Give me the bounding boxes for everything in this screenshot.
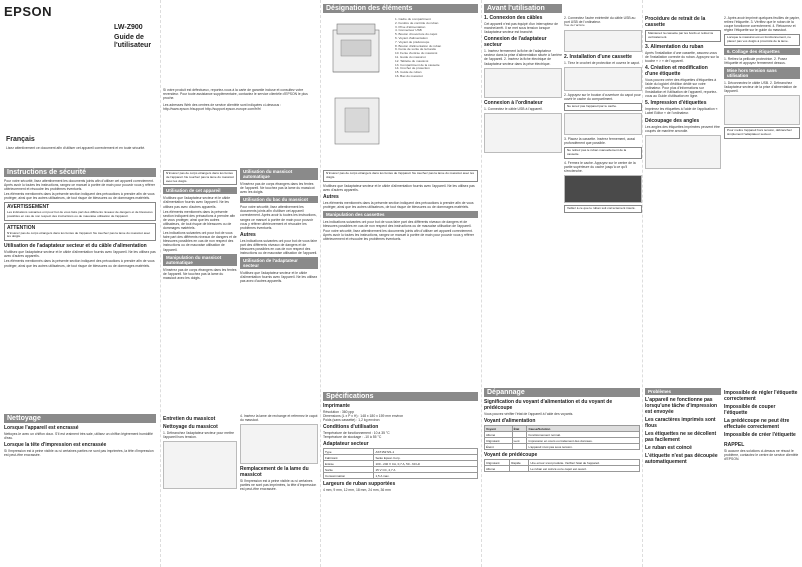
cover-panel [4, 4, 156, 164]
power-off-text: 1. Déconnectez le câble USB. 2. Débranchez l'adaptateur secteur de la prise d'alimentation de l'appareil. [724, 81, 797, 94]
adapter-connect-steps: 1. Insérez fermement la fiche de l'adaptateur secteur dans la prise d'alimentation située à l'arrière de l'appareil. 2. Insérez la fiche électrique de l'adaptateur secteur dans la prise électrique. [484, 49, 562, 66]
table-row: Allumé Fonctionnement normal. [485, 432, 640, 438]
cutter-heading: Manipulation du massicot automatique [163, 254, 237, 266]
problem-item: L'appareil ne fonctionne pas lorsqu'une tâche d'impression est envoyée [645, 397, 718, 415]
step2-2: 2. Appuyez sur le bouton d'ouverture du capot pour ouvrir le cache du compartiment. [564, 93, 641, 102]
adapter-connect-heading: Connexion de l'adaptateur secteur [484, 36, 547, 49]
step5-heading: 5. Impression d'étiquettes [645, 100, 707, 107]
problem-item: Les caractères imprimés sont flous [645, 417, 716, 429]
safety-title: Instructions de sécurité [4, 168, 156, 177]
step1-heading: 1. Connexion des câbles [484, 15, 543, 21]
usage-text: N'utilisez que l'adaptateur secteur et le câble d'alimentation fournis avec l'appareil. Ne les utilisez pas avec d'autres appareils. [163, 196, 231, 209]
problem-item: Impossible de couper l'étiquette [724, 404, 776, 416]
corner-cut-heading: Découpage des angles [645, 117, 700, 124]
step4-text: Vous pouvez créer des étiquettes d'étiquettes à l'aide du logiciel d'édition dédié sur votre ordinateur. Pour plus d'informations sur l'installation et l'utilisation de l'appareil, reportez-vous au Guide d'utilisation en ligne. [645, 77, 718, 99]
other2-heading: Autres [323, 193, 339, 200]
cassette-panel [564, 4, 642, 384]
adapter-safety-heading: Utilisation de l'adaptateur secteur et du câble d'alimentation [4, 243, 147, 250]
problem-item: La prédécoupe ne peut être effectuée correctement [724, 418, 790, 430]
adapter-figure [484, 68, 562, 98]
problems-panel-2 [724, 388, 800, 564]
case-dirty-text: Nettoyez-le avec un chiffon doux. S'il est vraiment très sale, utilisez un chiffon légèrement humidifié d'eau. [4, 432, 153, 441]
step6-text: 1. Retirez la pellicule protectrice. 2. Posez l'étiquette et appuyez fermement dessus. [724, 56, 788, 66]
usb-figure [484, 113, 562, 153]
tape-handling-text: Les indications suivantes ont pour but de vous faire part des différents niveaux de dangers et de blessures possibles en cas de non respect des instructions ou de mauvaise utilisation de l'appareil. [323, 219, 472, 229]
parts-list [395, 18, 475, 79]
indicator-text: Vous pouvez vérifier l'état de l'appareil à l'aide des voyants. [484, 412, 574, 416]
table-row: Allumé Le ruban est coincé ou le capot est ouvert. [485, 466, 640, 472]
table-header: Voyant État Cause/Solution [485, 426, 640, 432]
widths-text: 4 mm, 9 mm, 12 mm, 18 mm, 24 mm, 36 mm [323, 488, 391, 493]
replace-blade-heading: Remplacement de la lame du massicot [240, 466, 309, 479]
printer-rear-illustration [327, 88, 389, 158]
cutter-clean-figure [163, 441, 237, 489]
autocutter-text: N'insérez pas de corps étrangers dans les fentes de l'appareil. Ne touchez pas la lame du massicot avec les doigts. [240, 182, 315, 195]
adapter2-text: N'utilisez que l'adaptateur secteur et le câble d'alimentation fournis avec l'appareil. Ne les utilisez pas avec d'autres appareils. [240, 271, 318, 284]
adapter-safety-text: N'utilisez que l'adaptateur secteur et le câble d'alimentation fournis avec l'appareil. Ne les utilisez pas avec d'autres appareils. [4, 250, 156, 259]
specs-panel [323, 392, 478, 564]
cutter-clean-heading: Nettoyage du massicot [163, 424, 218, 430]
table-row: Consommation 1,5 A max. [324, 473, 478, 479]
specs-title: Spécifications [323, 392, 478, 401]
tape-heading: Manipulation des cassettes [323, 211, 478, 218]
step3-heading: 3. Alimentation du ruban [645, 43, 704, 50]
close-cover-figure [564, 175, 642, 203]
other-text: Les indications suivantes ont pour but de vous faire part des différents niveaux de dangers et de blessures possibles en cas de non respect des instructions ou de mauvaise utilisation de l'appareil. [240, 238, 318, 256]
part-item: 3. Prise d'alimentation [395, 24, 426, 29]
cutter-replace-step: 4. Insérez la lame de rechange et refermez le capot du massicot. [240, 414, 318, 423]
safety-para2: Les éléments mentionnés dans la présente section indiquent des précautions à prendre afin de vous protéger, ainsi que les autres utilisateurs, de tout risque de blessures ou de dommages matériels. [4, 192, 155, 201]
cleaning-col3 [240, 414, 318, 564]
tape-handling-text2: Pour votre sécurité, lisez attentivement les documents joints afin d'utiliser cet appareil correctement. Après avoir lu toutes les instructions, rangez ce manuel à portée de main pour pouvoir vous y référer ultérieurement et résoudre les problèmes éventuels. [323, 229, 474, 242]
table-row: Clignotant Lent Impression en cours ou traitement des données. [485, 438, 640, 444]
problem-item: Le ruban est coincé [645, 445, 692, 451]
pc-connect-step2: 2. Connectez l'autre extrémité du câble USB au port USB de l'ordinateur. [564, 16, 636, 25]
cassette-figure [564, 113, 642, 135]
pc-connect-step: 1. Connectez le câble USB à l'appareil. [484, 106, 543, 111]
step3-text: Après l'installation d'une cassette, assurez-vous de l'installation correcte du ruban. Appuyez sur la touche « > » de l'appareil. [645, 50, 719, 63]
step5-text: Imprimez les étiquettes à l'aide de l'application « Label Editor » de l'ordinateur. [645, 107, 718, 116]
step6-heading: 6. Collage des étiquettes [724, 48, 800, 55]
support-sites: Les adresses Web des centres de service clientèle sont indiquées ci-dessous : http://www.epson.fr/support http://support.epson-europe.com/fr/fr/ [163, 103, 282, 112]
step1-note: Cet appareil n'est pas équipé d'un interrupteur de marche/arrêt. Il se met sous tension lorsque l'adaptateur secteur est branché. [484, 22, 559, 35]
collect-note: Lorsque le massicot est en fonctionnement, ne placez pas vos doigts à proximité de la lame. [724, 34, 800, 46]
adapter-spec-heading: Adaptateur secteur [323, 441, 369, 448]
other2-text: Les éléments mentionnés dans la présente section indiquent des précautions à prendre afin de vous protéger, ainsi que les autres utilisateurs, de tout risque de blessures ou de dommages matériels. [323, 200, 474, 209]
step2-heading: 2. Installation d'une cassette [564, 53, 632, 60]
warning-box [4, 202, 156, 220]
part-item: 9. Fente de sortie de la bande [395, 47, 437, 52]
part-item: 13. Compartiment de la cassette [395, 62, 440, 67]
printer-spec-heading: Imprimante [323, 403, 350, 409]
cut-led-table [484, 459, 640, 472]
power-off-figure [724, 95, 800, 125]
pc-connect-heading: Connexion à l'ordinateur [484, 99, 543, 106]
replace-blade-text: Si l'impression est à peine visible ou si certaines parties ne sont pas imprimées, la tête d'impression est peut-être encrassée. [240, 479, 317, 492]
table-row: Éteint L'appareil n'est pas sous tension. [485, 444, 640, 450]
support-panel [163, 4, 316, 164]
rear-view-figure [564, 30, 642, 52]
problems-panel [645, 388, 721, 564]
cutter-text: N'insérez pas de corps étrangers dans les fentes de l'appareil. Ne touchez pas la lame du massicot avec les doigts. [163, 267, 237, 280]
step2-warn: Ne retirez pas le ruban manuellement de la cassette. [564, 147, 642, 159]
cutter-tray-text: Pour votre sécurité, lisez attentivement les documents joints afin d'utiliser cet appareil correctement. Après avoir lu toutes les instructions, rangez ce manuel à portée de main pour pouvoir vous y référer ultérieurement et résoudre les problèmes éventuels. [240, 205, 317, 230]
adapter2-heading: Utilisation de l'adaptateur secteur [240, 257, 318, 269]
cover-intro: Lisez attentivement ce document afin d'utiliser cet appareil correctement et en toute sécurité. [6, 146, 146, 150]
temp-store-spec: Température de stockage : -10 à 55 °C [323, 435, 382, 440]
safety-intro: Pour votre sécurité, lisez attentivement les documents joints afin d'utiliser cet appareil correctement. Après avoir lu toutes les instructions, rangez ce manuel à portée de main pour pouvoir vous y référer ultérieurement et résoudre les problèmes éventuels. [4, 179, 155, 192]
head-dirty-text: Si l'impression est à peine visible ou si certaines parties ne sont pas imprimées, la tête d'impression est peut-être encrassée. [4, 449, 154, 458]
remove-cassette-text: Maintenez la cassette par les bords et retirez-la verticalement. [645, 30, 721, 42]
collect-steps: 2. Après avoir imprimé quelques feuilles de papier, retirez l'étiquette. 3. Vérifiez que le ruban de la coupe fonctionne correctement. 4. Retournez et réglez l'étiquette sur le guide du massicot. [724, 16, 800, 33]
weight-spec: Poids (sans cassette) : 1,2 kg environ [323, 418, 380, 423]
open-cover-figure [564, 67, 642, 91]
usage-text3: Les indications suivantes ont pour but de vous faire part des différents niveaux de dangers et de blessures possibles en cas de non respect des instructions ou de mauvaise utilisation de l'appareil. [163, 231, 237, 252]
safety-col3 [240, 168, 318, 408]
part-item: 10. Fente d'entrée du massicot [395, 51, 438, 56]
part-item: 16. Bac du massicot [395, 73, 423, 78]
language-label: Français [6, 136, 35, 143]
conditions-heading: Conditions d'utilisation [323, 424, 379, 431]
safety-para-repeat: Les éléments mentionnés dans la présente section indiquent des précautions à prendre afin de vous protéger, ainsi que les autres utilisateurs, de tout risque de blessures ou de dommages matériels. [4, 259, 155, 268]
epson-logo: EPSON [4, 4, 53, 19]
designation-panel [323, 4, 478, 164]
cleaning-col2 [163, 414, 237, 564]
remove-cassette-heading: Procédure de retrait de la cassette [645, 16, 706, 28]
part-item: 7. Voyant de prédécoupe [395, 39, 430, 44]
step2-caution: Veillez à ce que le ruban soit correctement inséré. [564, 205, 642, 213]
guide-title: Guide de l'utilisateur [114, 34, 152, 49]
step2-1: 1. Tirez le crochet de protection et ouvrez le capot. [564, 60, 640, 65]
problem-item: Les étiquettes ne se décollent pas facilement [645, 431, 717, 443]
part-item: 11. Guide du massicot [395, 54, 426, 59]
cutter-tray-heading: Utilisation du bac du massicot [240, 196, 318, 203]
part-item: 4. Connecteur USB [395, 28, 422, 33]
caution-text: N'insérez pas de corps étrangers dans les fentes de l'appareil. Ne touchez pas la lame du massicot avec les doigts. [7, 230, 151, 239]
safety-col2 [163, 168, 237, 408]
designation-title: Désignation des éléments [323, 4, 478, 13]
temp-op-spec: Température de fonctionnement : 10 à 35 °C [323, 431, 390, 436]
size-spec: Dimensions (L x P x H) : 148 x 180 x 159 mm environ [323, 414, 404, 419]
table-row: Entrée 100 - 240 V CA, 0,7 A, 50 - 60 Hz [324, 461, 478, 467]
table-row: Clignotant Rapide Une erreur s'est produite. Vérifiez l'état de l'appareil. [485, 460, 640, 466]
problem-item: Impossible de créer l'étiquette [724, 432, 796, 438]
tape-text: N'utilisez que l'adaptateur secteur et le câble d'alimentation fournis avec l'appareil. Ne les utilisez pas avec d'autres appareils. [323, 183, 475, 192]
led-table [484, 425, 640, 450]
table-row: Sortie 15 V CC, 2,7 A [324, 467, 478, 473]
tape-note: N'insérez pas de corps étrangers dans les fentes de l'appareil. Ne touchez pas la lame du massicot avec les doigts. [323, 170, 478, 182]
cleaning-panel [4, 414, 156, 564]
resolution-spec: Résolution : 360 ppp [323, 410, 355, 414]
cutter-clean-step1: 1. Débranchez l'adaptateur secteur pour mettre l'appareil hors tension. [163, 431, 234, 440]
part-item: 6. Voyant d'alimentation [395, 35, 428, 40]
printer-illustration [327, 18, 389, 84]
safety-panel [4, 168, 156, 390]
step4-heading: 4. Création et modification d'une étiquette [645, 64, 708, 77]
corner-cut-figure [645, 135, 721, 169]
head-dirty-heading: Lorsque la tête d'impression est encrassée [4, 442, 107, 449]
usage-note: N'insérez pas de corps étrangers dans les fentes de l'appareil. Ne touchez pas la lame du massicot avec les doigts. [163, 170, 237, 185]
part-item: 5. Bouton d'ouverture du capot [395, 32, 438, 37]
collect-panel [724, 4, 800, 384]
rappel-text: Si aucune des solutions ci-dessus ne résout le problème, contactez le centre de service clientèle d'EPSON. [724, 449, 799, 462]
cut-led-label: Voyant de prédécoupe [484, 452, 538, 459]
other-heading: Autres [240, 231, 256, 238]
warning-text: Les indications suivantes ont pour but de vous faire part des différents niveaux de dangers et de blessures possibles en cas de non respect des instructions ou de mauvaise utilisation de l'appareil. [7, 210, 153, 219]
procedure-panel [645, 4, 721, 384]
problem-item: L'étiquette n'est pas découpée automatiquement [645, 453, 718, 465]
power-led-label: Voyant d'alimentation [484, 418, 536, 425]
problems-heading: Problèmes [645, 388, 721, 395]
power-off-heading: Mise hors tension sans utilisation [724, 67, 800, 79]
cutter-replace-figure [240, 424, 318, 464]
rear-view-label: Vue de l'arrière [564, 23, 585, 28]
part-item: 14. Crochet de protection [395, 66, 430, 71]
before-use-title: Avant l'utilisation [484, 4, 562, 13]
step2-4: 4. Fermez le cache. Appuyez sur le centre de la partie supérieure du cache jusqu'à ce qu'il s'enclenche. [564, 160, 636, 174]
tape-panel [323, 168, 478, 388]
cutter-maint-heading: Entretien du massicot [163, 416, 216, 422]
corner-cut-text: Les angles des étiquettes imprimées peuvent être coupés de manière arrondie. [645, 124, 720, 133]
caution-box [4, 223, 156, 241]
table-row: Type AST1527Z1-1 [324, 449, 478, 455]
usage-text2: Les éléments mentionnés dans la présente section indiquent des précautions à prendre afin de vous protéger, ainsi que les autres utilisateurs, de tout risque de blessures ou de dommages matériels. [163, 209, 236, 231]
table-row: Fabricant Seiko Epson Corp. [324, 455, 478, 461]
step2-note: Ne tenez pas l'appareil par le cache. [564, 103, 642, 111]
problem-item: Impossible de régler l'étiquette correctement [724, 390, 798, 402]
caution-label: ATTENTION [7, 224, 36, 231]
warning-label: AVERTISSEMENT [7, 204, 50, 211]
connect-panel [484, 4, 562, 384]
part-item: 1. Cadre du compartiment [395, 17, 431, 21]
cleaning-title: Nettoyage [4, 414, 156, 423]
widths-heading: Largeurs de ruban supportées [323, 481, 396, 488]
troubleshoot-panel [484, 388, 640, 564]
troubleshoot-title: Dépannage [484, 388, 640, 397]
part-item: 15. Guide de ruban [395, 70, 422, 75]
power-off-rappel: Pour mettre l'appareil hors tension, débranchez simplement l'adaptateur secteur. [724, 127, 800, 139]
autocutter-heading: Utilisation du massicot automatique [240, 168, 318, 180]
part-item: 8. Bouton d'alimentation du ruban [395, 43, 442, 48]
adapter-spec-table [323, 448, 478, 479]
model-name: LW-Z900 [114, 24, 143, 31]
support-text: Si votre produit est défectueux, reportez-vous à la carte de garantie incluse et consultez votre revendeur. Pour toute assistance supplémentaire, contactez le service clientèle d'EPSON le plus proche. [163, 88, 308, 101]
case-dirty-heading: Lorsque l'appareil est encrassé [4, 425, 79, 431]
part-item: 2. Fenêtre de contrôle du ruban [395, 20, 439, 25]
step2-3: 3. Placez la cassette. Insérez fermement, aussi profondément que possible. [564, 137, 636, 146]
part-item: 12. Tablette du massicot [395, 58, 429, 63]
indicator-heading: Signification du voyant d'alimentation et du voyant de prédécoupe [484, 399, 613, 411]
rappel-label: RAPPEL [724, 442, 745, 448]
usage-heading: Utilisation de cet appareil [163, 187, 237, 194]
